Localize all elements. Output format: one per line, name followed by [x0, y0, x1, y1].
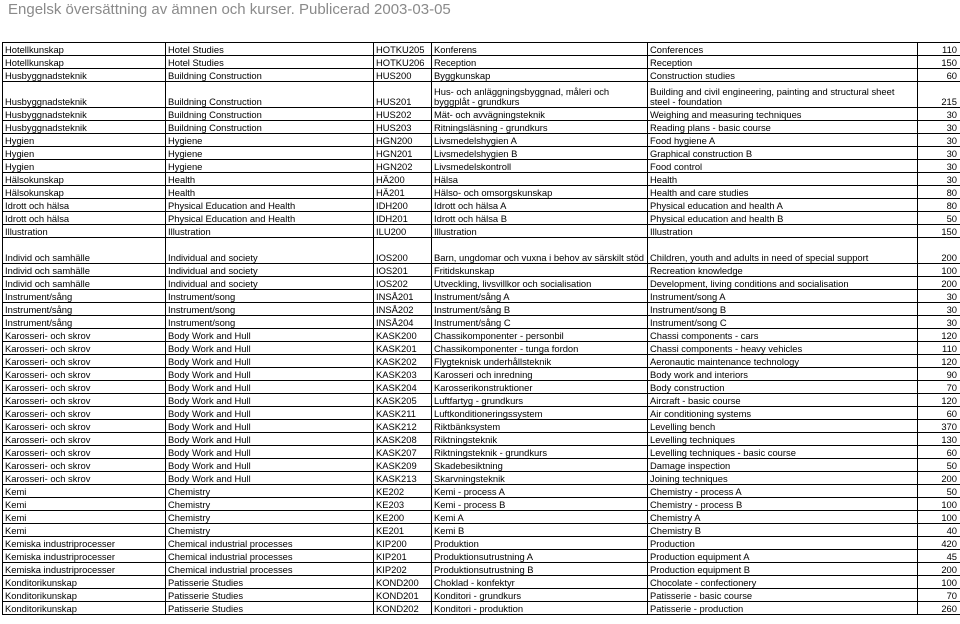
- subject-sv-cell: Idrott och hälsa: [3, 199, 166, 212]
- course-code-cell: HUS201: [374, 82, 432, 108]
- subject-en-cell: Illustration: [166, 225, 374, 238]
- course-name-sv-cell: Utveckling, livsvillkor och socialisation: [432, 277, 648, 290]
- course-name-sv-cell: Choklad - konfektyr: [432, 576, 648, 589]
- points-cell: 370: [918, 420, 960, 433]
- table-row: [3, 342, 960, 355]
- subject-sv-cell: Idrott och hälsa: [3, 212, 166, 225]
- points-cell: 110: [918, 342, 960, 355]
- course-code-cell: HGN202: [374, 160, 432, 173]
- course-code-cell: KIP200: [374, 537, 432, 550]
- course-name-en-cell: Production: [648, 537, 918, 550]
- course-name-en-cell: Instrument/song C: [648, 316, 918, 329]
- points-cell: 100: [918, 264, 960, 277]
- points-cell: 80: [918, 186, 960, 199]
- table-row: [3, 212, 960, 225]
- points-cell: 30: [918, 160, 960, 173]
- subject-sv-cell: Hygien: [3, 134, 166, 147]
- subject-en-cell: Patisserie Studies: [166, 576, 374, 589]
- points-cell: 40: [918, 524, 960, 537]
- table-row: [3, 511, 960, 524]
- course-name-en-cell: Development, living conditions and socialisation: [648, 277, 918, 290]
- course-name-sv-cell: Konditori - grundkurs: [432, 589, 648, 602]
- course-code-cell: KOND200: [374, 576, 432, 589]
- subject-sv-cell: Karosseri- och skrov: [3, 355, 166, 368]
- course-code-cell: HGN201: [374, 147, 432, 160]
- course-name-en-cell: Chocolate - confectionery: [648, 576, 918, 589]
- points-cell: 60: [918, 69, 960, 82]
- course-name-en-cell: Patisserie - production: [648, 602, 918, 615]
- subject-sv-cell: Konditorikunskap: [3, 576, 166, 589]
- points-cell: 60: [918, 446, 960, 459]
- subject-sv-cell: Karosseri- och skrov: [3, 342, 166, 355]
- subject-sv-cell: Hälsokunskap: [3, 186, 166, 199]
- subject-en-cell: Chemistry: [166, 498, 374, 511]
- table-row: [3, 498, 960, 511]
- points-cell: 50: [918, 485, 960, 498]
- subject-sv-cell: Konditorikunskap: [3, 602, 166, 615]
- course-name-sv-cell: Luftfartyg - grundkurs: [432, 394, 648, 407]
- course-name-en-cell: Aircraft - basic course: [648, 394, 918, 407]
- subject-sv-cell: Instrument/sång: [3, 316, 166, 329]
- subject-en-cell: Buildning Construction: [166, 82, 374, 108]
- course-code-cell: KOND202: [374, 602, 432, 615]
- course-name-en-cell: Chemistry - process B: [648, 498, 918, 511]
- course-name-en-cell: Chemistry - process A: [648, 485, 918, 498]
- points-cell: 80: [918, 199, 960, 212]
- subject-sv-cell: Kemi: [3, 498, 166, 511]
- points-cell: 150: [918, 56, 960, 69]
- subject-sv-cell: Karosseri- och skrov: [3, 329, 166, 342]
- course-name-sv-cell: Livsmedelskontroll: [432, 160, 648, 173]
- subject-sv-cell: Illustration: [3, 225, 166, 238]
- table-row: [3, 537, 960, 550]
- course-code-cell: HUS203: [374, 121, 432, 134]
- course-name-sv-cell: Fritidskunskap: [432, 264, 648, 277]
- course-code-cell: HOTKU206: [374, 56, 432, 69]
- subject-en-cell: Body Work and Hull: [166, 381, 374, 394]
- table-row: [3, 121, 960, 134]
- subject-en-cell: Instrument/song: [166, 290, 374, 303]
- course-name-sv-cell: Byggkunskap: [432, 69, 648, 82]
- course-name-en-cell: Recreation knowledge: [648, 264, 918, 277]
- subject-sv-cell: Kemiska industriprocesser: [3, 563, 166, 576]
- subject-en-cell: Body Work and Hull: [166, 342, 374, 355]
- course-name-sv-cell: Mät- och avvägningsteknik: [432, 108, 648, 121]
- points-cell: 420: [918, 537, 960, 550]
- subject-en-cell: Chemical industrial processes: [166, 550, 374, 563]
- course-name-sv-cell: Flygteknisk underhållsteknik: [432, 355, 648, 368]
- course-name-sv-cell: Hus- och anläggningsbyggnad, måleri och byggplåt - grundkurs: [432, 82, 648, 108]
- course-name-sv-cell: Chassikomponenter - personbil: [432, 329, 648, 342]
- subject-en-cell: Chemical industrial processes: [166, 537, 374, 550]
- course-name-sv-cell: Barn, ungdomar och vuxna i behov av särskilt stöd: [432, 238, 648, 264]
- subject-en-cell: Hotel Studies: [166, 43, 374, 56]
- course-name-sv-cell: Kemi - process B: [432, 498, 648, 511]
- course-name-en-cell: Conferences: [648, 43, 918, 56]
- course-code-cell: KIP201: [374, 550, 432, 563]
- course-name-sv-cell: Produktionsutrustning B: [432, 563, 648, 576]
- course-code-cell: KIP202: [374, 563, 432, 576]
- course-name-en-cell: Joining techniques: [648, 472, 918, 485]
- subject-en-cell: Buildning Construction: [166, 69, 374, 82]
- course-code-cell: KASK213: [374, 472, 432, 485]
- course-code-cell: IDH201: [374, 212, 432, 225]
- course-name-sv-cell: Karosserikonstruktioner: [432, 381, 648, 394]
- page-title: Engelsk översättning av ämnen och kurser. Publicerad 2003-03-05: [8, 1, 451, 18]
- subject-en-cell: Buildning Construction: [166, 108, 374, 121]
- subject-sv-cell: Kemiska industriprocesser: [3, 550, 166, 563]
- table-row: [3, 550, 960, 563]
- course-name-en-cell: Instrument/song A: [648, 290, 918, 303]
- course-code-cell: KASK212: [374, 420, 432, 433]
- table-row: [3, 524, 960, 537]
- course-code-cell: HOTKU205: [374, 43, 432, 56]
- subject-sv-cell: Karosseri- och skrov: [3, 368, 166, 381]
- course-name-sv-cell: Hälsa: [432, 173, 648, 186]
- course-name-sv-cell: Instrument/sång C: [432, 316, 648, 329]
- points-cell: 70: [918, 589, 960, 602]
- course-name-en-cell: Weighing and measuring techniques: [648, 108, 918, 121]
- table-row: [3, 238, 960, 264]
- course-name-sv-cell: Riktbänksystem: [432, 420, 648, 433]
- course-name-en-cell: Graphical construction B: [648, 147, 918, 160]
- table-row: [3, 264, 960, 277]
- subject-sv-cell: Hälsokunskap: [3, 173, 166, 186]
- course-name-sv-cell: Riktningsteknik: [432, 433, 648, 446]
- course-name-sv-cell: Karosseri och inredning: [432, 368, 648, 381]
- course-name-sv-cell: Konditori - produktion: [432, 602, 648, 615]
- subject-en-cell: Chemistry: [166, 524, 374, 537]
- subject-en-cell: Chemistry: [166, 485, 374, 498]
- points-cell: 50: [918, 459, 960, 472]
- points-cell: 150: [918, 225, 960, 238]
- course-name-sv-cell: Ritningsläsning - grundkurs: [432, 121, 648, 134]
- course-name-sv-cell: Skadebesiktning: [432, 459, 648, 472]
- course-name-en-cell: Production equipment B: [648, 563, 918, 576]
- subject-sv-cell: Karosseri- och skrov: [3, 394, 166, 407]
- course-name-en-cell: Reading plans - basic course: [648, 121, 918, 134]
- table-row: [3, 69, 960, 82]
- subject-sv-cell: Karosseri- och skrov: [3, 420, 166, 433]
- subject-sv-cell: Kemiska industriprocesser: [3, 537, 166, 550]
- subject-sv-cell: Hygien: [3, 160, 166, 173]
- course-name-en-cell: Body work and interiors: [648, 368, 918, 381]
- points-cell: 215: [918, 82, 960, 108]
- course-name-sv-cell: Instrument/sång A: [432, 290, 648, 303]
- table-row: [3, 173, 960, 186]
- subject-en-cell: Individual and society: [166, 238, 374, 264]
- course-code-cell: KE203: [374, 498, 432, 511]
- table-row: [3, 82, 960, 108]
- subject-sv-cell: Individ och samhälle: [3, 277, 166, 290]
- table-row: [3, 446, 960, 459]
- subject-en-cell: Hygiene: [166, 134, 374, 147]
- table-row: [3, 485, 960, 498]
- course-name-en-cell: Construction studies: [648, 69, 918, 82]
- course-name-sv-cell: Kemi - process A: [432, 485, 648, 498]
- points-cell: 120: [918, 329, 960, 342]
- course-name-en-cell: Physical education and health A: [648, 199, 918, 212]
- subject-sv-cell: Hotellkunskap: [3, 56, 166, 69]
- table-row: [3, 108, 960, 121]
- course-name-sv-cell: Livsmedelshygien B: [432, 147, 648, 160]
- points-cell: 30: [918, 303, 960, 316]
- course-code-cell: IOS202: [374, 277, 432, 290]
- subject-sv-cell: Husbyggnadsteknik: [3, 82, 166, 108]
- points-cell: 30: [918, 147, 960, 160]
- points-cell: 130: [918, 433, 960, 446]
- course-code-cell: IDH200: [374, 199, 432, 212]
- course-code-cell: KASK202: [374, 355, 432, 368]
- course-name-en-cell: Production equipment A: [648, 550, 918, 563]
- course-name-en-cell: Food control: [648, 160, 918, 173]
- course-name-en-cell: Chemistry A: [648, 511, 918, 524]
- subject-sv-cell: Karosseri- och skrov: [3, 433, 166, 446]
- subject-sv-cell: Hotellkunskap: [3, 43, 166, 56]
- course-name-en-cell: Chassi components - heavy vehicles: [648, 342, 918, 355]
- points-cell: 30: [918, 134, 960, 147]
- table-row: [3, 394, 960, 407]
- table-row: [3, 329, 960, 342]
- subject-en-cell: Chemical industrial processes: [166, 563, 374, 576]
- course-name-sv-cell: Idrott och hälsa A: [432, 199, 648, 212]
- points-cell: 100: [918, 511, 960, 524]
- course-name-sv-cell: Idrott och hälsa B: [432, 212, 648, 225]
- table-row: [3, 134, 960, 147]
- course-code-cell: ILU200: [374, 225, 432, 238]
- course-name-sv-cell: Livsmedelshygien A: [432, 134, 648, 147]
- course-code-cell: KOND201: [374, 589, 432, 602]
- course-name-sv-cell: Kemi A: [432, 511, 648, 524]
- course-code-cell: HGN200: [374, 134, 432, 147]
- course-name-sv-cell: Chassikomponenter - tunga fordon: [432, 342, 648, 355]
- course-name-en-cell: Instrument/song B: [648, 303, 918, 316]
- points-cell: 30: [918, 173, 960, 186]
- subject-sv-cell: Instrument/sång: [3, 290, 166, 303]
- course-code-cell: HUS200: [374, 69, 432, 82]
- table-row: [3, 147, 960, 160]
- course-name-en-cell: Air conditioning systems: [648, 407, 918, 420]
- course-name-en-cell: Health and care studies: [648, 186, 918, 199]
- points-cell: 100: [918, 576, 960, 589]
- course-name-en-cell: Food hygiene A: [648, 134, 918, 147]
- table-row: [3, 316, 960, 329]
- subject-en-cell: Individual and society: [166, 264, 374, 277]
- course-name-sv-cell: Hälso- och omsorgskunskap: [432, 186, 648, 199]
- subject-en-cell: Body Work and Hull: [166, 368, 374, 381]
- points-cell: 90: [918, 368, 960, 381]
- table-row: [3, 368, 960, 381]
- subject-en-cell: Health: [166, 186, 374, 199]
- points-cell: 30: [918, 121, 960, 134]
- course-code-cell: INSÅ204: [374, 316, 432, 329]
- subject-sv-cell: Karosseri- och skrov: [3, 381, 166, 394]
- points-cell: 30: [918, 316, 960, 329]
- subject-sv-cell: Husbyggnadsteknik: [3, 108, 166, 121]
- subject-en-cell: Buildning Construction: [166, 121, 374, 134]
- subject-en-cell: Body Work and Hull: [166, 433, 374, 446]
- table-row: [3, 186, 960, 199]
- subject-sv-cell: Konditorikunskap: [3, 589, 166, 602]
- points-cell: 200: [918, 238, 960, 264]
- course-code-cell: HUS202: [374, 108, 432, 121]
- table-row: [3, 355, 960, 368]
- points-cell: 30: [918, 108, 960, 121]
- subject-en-cell: Physical Education and Health: [166, 199, 374, 212]
- course-table-body: [3, 43, 960, 615]
- table-row: [3, 433, 960, 446]
- course-name-en-cell: Illustration: [648, 225, 918, 238]
- subject-sv-cell: Kemi: [3, 485, 166, 498]
- subject-en-cell: Body Work and Hull: [166, 394, 374, 407]
- course-code-cell: KASK203: [374, 368, 432, 381]
- table-row: [3, 303, 960, 316]
- table-row: [3, 290, 960, 303]
- course-name-en-cell: Levelling bench: [648, 420, 918, 433]
- course-name-en-cell: Body construction: [648, 381, 918, 394]
- course-name-en-cell: Health: [648, 173, 918, 186]
- subject-en-cell: Instrument/song: [166, 316, 374, 329]
- subject-en-cell: Physical Education and Health: [166, 212, 374, 225]
- subject-sv-cell: Kemi: [3, 524, 166, 537]
- course-name-en-cell: Physical education and health B: [648, 212, 918, 225]
- subject-sv-cell: Instrument/sång: [3, 303, 166, 316]
- points-cell: 200: [918, 563, 960, 576]
- subject-sv-cell: Karosseri- och skrov: [3, 407, 166, 420]
- subject-sv-cell: Karosseri- och skrov: [3, 459, 166, 472]
- subject-sv-cell: Individ och samhälle: [3, 238, 166, 264]
- points-cell: 50: [918, 212, 960, 225]
- subject-en-cell: Body Work and Hull: [166, 472, 374, 485]
- course-code-cell: KASK201: [374, 342, 432, 355]
- subject-en-cell: Hotel Studies: [166, 56, 374, 69]
- table-row: [3, 576, 960, 589]
- table-row: [3, 472, 960, 485]
- course-name-en-cell: Aeronautic maintenance technology: [648, 355, 918, 368]
- course-name-sv-cell: Riktningsteknik - grundkurs: [432, 446, 648, 459]
- points-cell: 60: [918, 407, 960, 420]
- course-code-cell: HÄ200: [374, 173, 432, 186]
- course-name-sv-cell: Illustration: [432, 225, 648, 238]
- course-code-cell: KASK207: [374, 446, 432, 459]
- course-name-en-cell: Patisserie - basic course: [648, 589, 918, 602]
- table-row: [3, 43, 960, 56]
- subject-sv-cell: Husbyggnadsteknik: [3, 69, 166, 82]
- course-code-cell: KE202: [374, 485, 432, 498]
- table-row: [3, 160, 960, 173]
- course-name-en-cell: Chassi components - cars: [648, 329, 918, 342]
- course-code-cell: KASK209: [374, 459, 432, 472]
- subject-sv-cell: Kemi: [3, 511, 166, 524]
- table-row: [3, 459, 960, 472]
- course-name-sv-cell: Produktionsutrustning A: [432, 550, 648, 563]
- points-cell: 120: [918, 394, 960, 407]
- subject-sv-cell: Husbyggnadsteknik: [3, 121, 166, 134]
- subject-sv-cell: Individ och samhälle: [3, 264, 166, 277]
- course-name-sv-cell: Produktion: [432, 537, 648, 550]
- subject-en-cell: Patisserie Studies: [166, 589, 374, 602]
- course-code-cell: KASK205: [374, 394, 432, 407]
- points-cell: 100: [918, 498, 960, 511]
- table-row: [3, 563, 960, 576]
- table-row: [3, 225, 960, 238]
- points-cell: 70: [918, 381, 960, 394]
- subject-sv-cell: Karosseri- och skrov: [3, 472, 166, 485]
- subject-en-cell: Body Work and Hull: [166, 329, 374, 342]
- course-code-cell: KASK208: [374, 433, 432, 446]
- table-row: [3, 602, 960, 615]
- course-code-cell: INSÅ202: [374, 303, 432, 316]
- subject-en-cell: Hygiene: [166, 160, 374, 173]
- subject-en-cell: Chemistry: [166, 511, 374, 524]
- course-code-cell: KE200: [374, 511, 432, 524]
- course-name-sv-cell: Skarvningsteknik: [432, 472, 648, 485]
- course-code-cell: IOS200: [374, 238, 432, 264]
- subject-en-cell: Patisserie Studies: [166, 602, 374, 615]
- course-code-cell: IOS201: [374, 264, 432, 277]
- subject-en-cell: Individual and society: [166, 277, 374, 290]
- course-code-cell: KASK211: [374, 407, 432, 420]
- subject-en-cell: Body Work and Hull: [166, 446, 374, 459]
- course-code-cell: INSÅ201: [374, 290, 432, 303]
- points-cell: 120: [918, 355, 960, 368]
- course-name-sv-cell: Luftkonditioneringssystem: [432, 407, 648, 420]
- table-row: [3, 407, 960, 420]
- points-cell: 30: [918, 290, 960, 303]
- subject-en-cell: Body Work and Hull: [166, 355, 374, 368]
- course-name-en-cell: Levelling techniques: [648, 433, 918, 446]
- points-cell: 110: [918, 43, 960, 56]
- course-name-sv-cell: Reception: [432, 56, 648, 69]
- subject-en-cell: Body Work and Hull: [166, 420, 374, 433]
- subject-en-cell: Hygiene: [166, 147, 374, 160]
- course-name-en-cell: Building and civil engineering, painting and structural sheet steel - foundation: [648, 82, 918, 108]
- course-code-cell: KE201: [374, 524, 432, 537]
- points-cell: 200: [918, 277, 960, 290]
- subject-en-cell: Body Work and Hull: [166, 407, 374, 420]
- course-code-cell: KASK200: [374, 329, 432, 342]
- table-row: [3, 56, 960, 69]
- course-code-cell: KASK204: [374, 381, 432, 394]
- subject-sv-cell: Hygien: [3, 147, 166, 160]
- table-row: [3, 199, 960, 212]
- course-name-sv-cell: Kemi B: [432, 524, 648, 537]
- course-name-en-cell: Chemistry B: [648, 524, 918, 537]
- course-name-en-cell: Damage inspection: [648, 459, 918, 472]
- subject-en-cell: Body Work and Hull: [166, 459, 374, 472]
- subject-en-cell: Instrument/song: [166, 303, 374, 316]
- table-row: [3, 420, 960, 433]
- points-cell: 200: [918, 472, 960, 485]
- subject-en-cell: Health: [166, 173, 374, 186]
- table-row: [3, 277, 960, 290]
- course-name-en-cell: Levelling techniques - basic course: [648, 446, 918, 459]
- course-name-sv-cell: Instrument/sång B: [432, 303, 648, 316]
- course-name-sv-cell: Konferens: [432, 43, 648, 56]
- points-cell: 260: [918, 602, 960, 615]
- course-table: [2, 42, 960, 615]
- table-row: [3, 589, 960, 602]
- course-name-en-cell: Reception: [648, 56, 918, 69]
- course-code-cell: HÄ201: [374, 186, 432, 199]
- points-cell: 45: [918, 550, 960, 563]
- table-row: [3, 381, 960, 394]
- course-name-en-cell: Children, youth and adults in need of special support: [648, 238, 918, 264]
- subject-sv-cell: Karosseri- och skrov: [3, 446, 166, 459]
